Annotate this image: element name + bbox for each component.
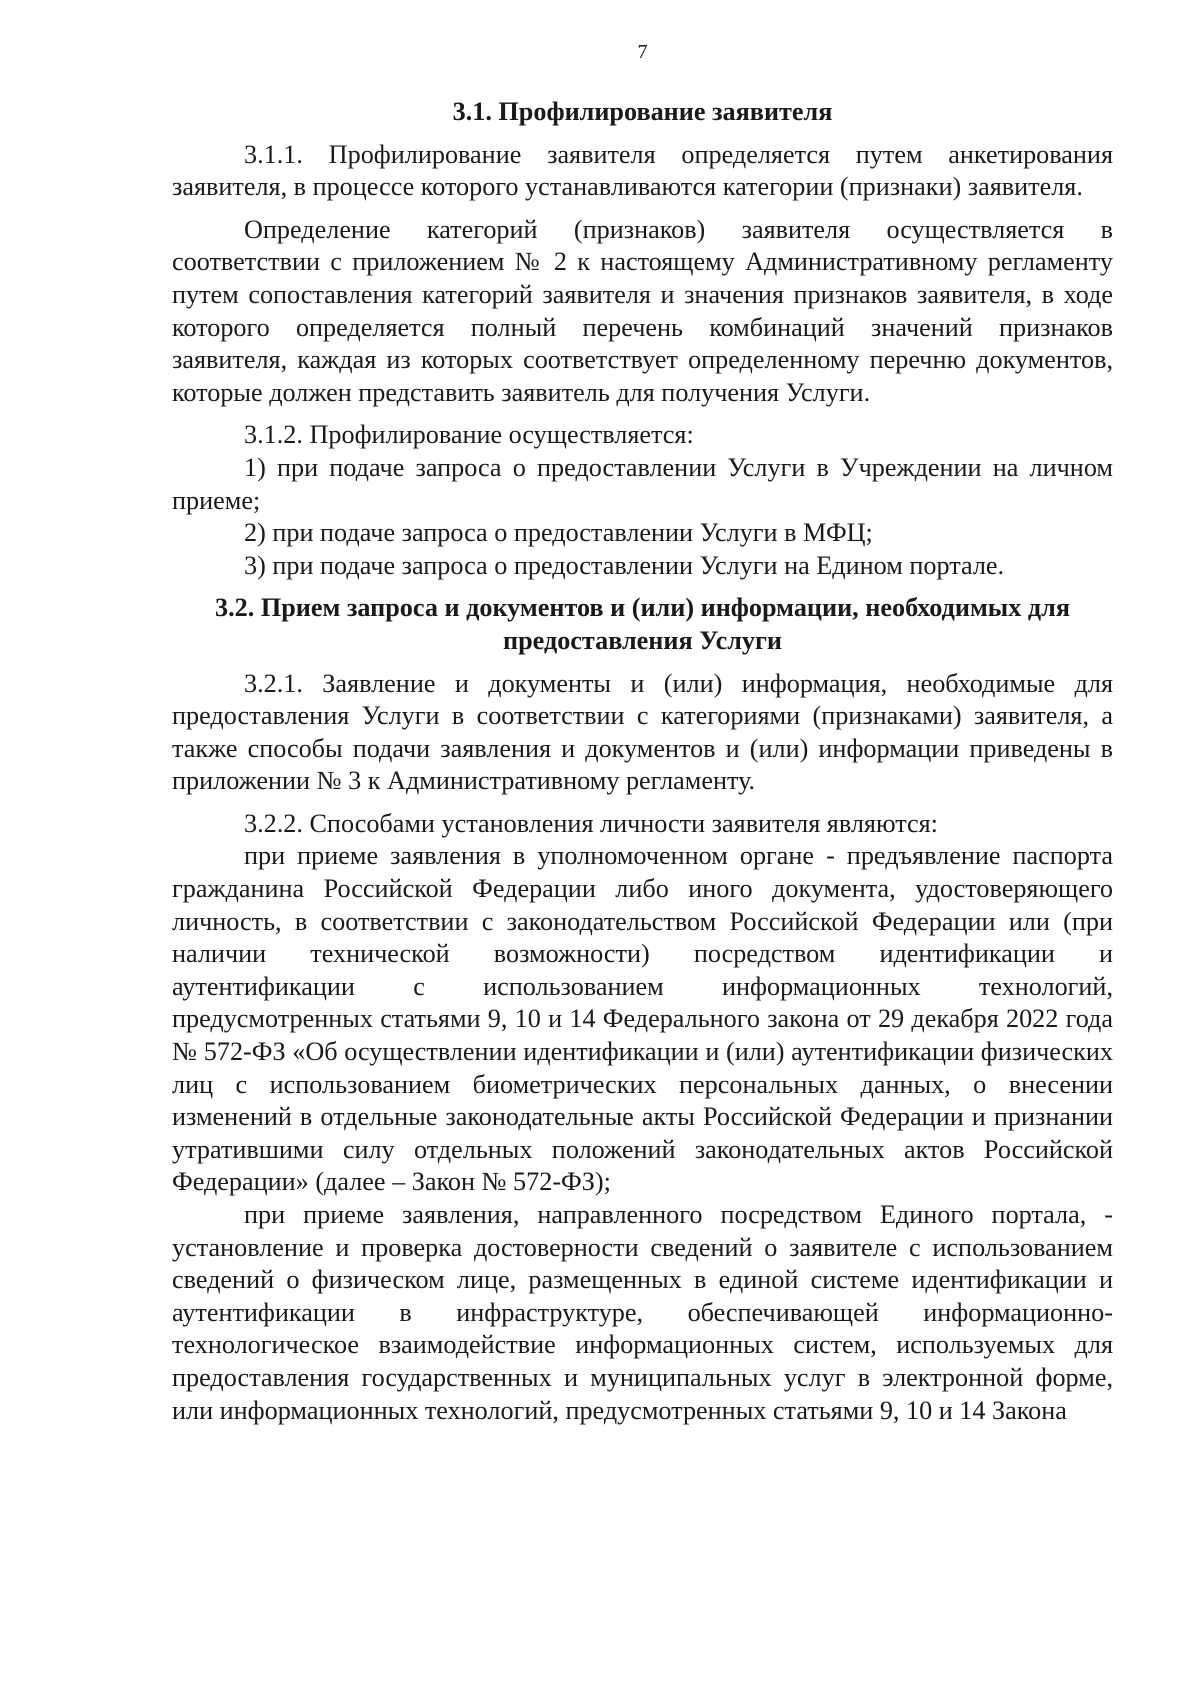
paragraph-3-2-2: 3.2.2. Способами установления личности заявителя являются: xyxy=(244,808,938,838)
paragraph-3-1-2: 3.1.2. Профилирование осуществляется: xyxy=(244,420,694,450)
section-heading-3-1: 3.1. Профилирование заявителя xyxy=(452,97,833,126)
paragraph-3-2-1: 3.2.1. Заявление и документы и (или) информация, необходимые для предоставления Услуги в соответствии с категориями (признаками) заявителя, а также способы подачи заявления и документов и (или) информации приведены в приложении № 3 к Административному регламенту. xyxy=(172,668,1113,796)
paragraph-3-1-1: 3.1.1. Профилирование заявителя определяется путем анкетирования заявителя, в процессе которого устанавливаются категории (признаки) заявителя. xyxy=(172,139,1113,202)
section-heading-3-2: 3.2. Прием запроса и документов и (или) информации, необходимых для предоставления Услуги xyxy=(215,593,1070,655)
list-item-3: 3) при подаче запроса о предоставлении Услуги на Едином портале. xyxy=(244,550,1005,580)
list-item-1: 1) при подаче запроса о предоставлении Услуги в Учреждении на личном приеме; xyxy=(172,452,1113,515)
document-body xyxy=(172,96,1113,1427)
paragraph-portal-identification: при приеме заявления, направленного посредством Единого портала, - установление и проверка достоверности сведений о заявителе с использованием сведений о физическом лице, размещенных в единой системе идентификации и аутентификации в инфраструктуре, обеспечивающей информационно-технологическое взаимодействие информационных систем, используемых для предоставления государственных и муниципальных услуг в электронной форме, или информационных технологий, предусмотренных статьями 9, 10 и 14 Закона xyxy=(172,1200,1113,1425)
page-number: 7 xyxy=(637,41,648,63)
list-item-2: 2) при подаче запроса о предоставлении Услуги в МФЦ; xyxy=(244,518,873,548)
paragraph-category-definition: Определение категорий (признаков) заявителя осуществляется в соответствии с приложением № 2 к настоящему Административному регламенту путем сопоставления категорий заявителя и значения признаков заявителя, в ходе которого определяется полный перечень комбинаций значений признаков заявителя, каждая из которых соответствует определенному перечню документов, которые должен представить заявитель для получения Услуги. xyxy=(172,214,1113,407)
paragraph-in-person-identification: при приеме заявления в уполномоченном органе - предъявление паспорта гражданина Российской Федерации либо иного документа, удостоверяющего личность, в соответствии с законодательством Российской Федерации или (при наличии технической возможности) посредством идентификации и аутентификации с использованием информационных технологий, предусмотренных статьями 9, 10 и 14 Федерального закона от 29 декабря 2022 года № 572-ФЗ «Об осуществлении идентификации и (или) аутентификации физических лиц с использованием биометрических персональных данных, о внесении изменений в отдельные законодательные акты Российской Федерации и признании утратившими силу отдельных положений законодательных актов Российской Федерации» (далее – Закон № 572-ФЗ); xyxy=(172,841,1113,1197)
